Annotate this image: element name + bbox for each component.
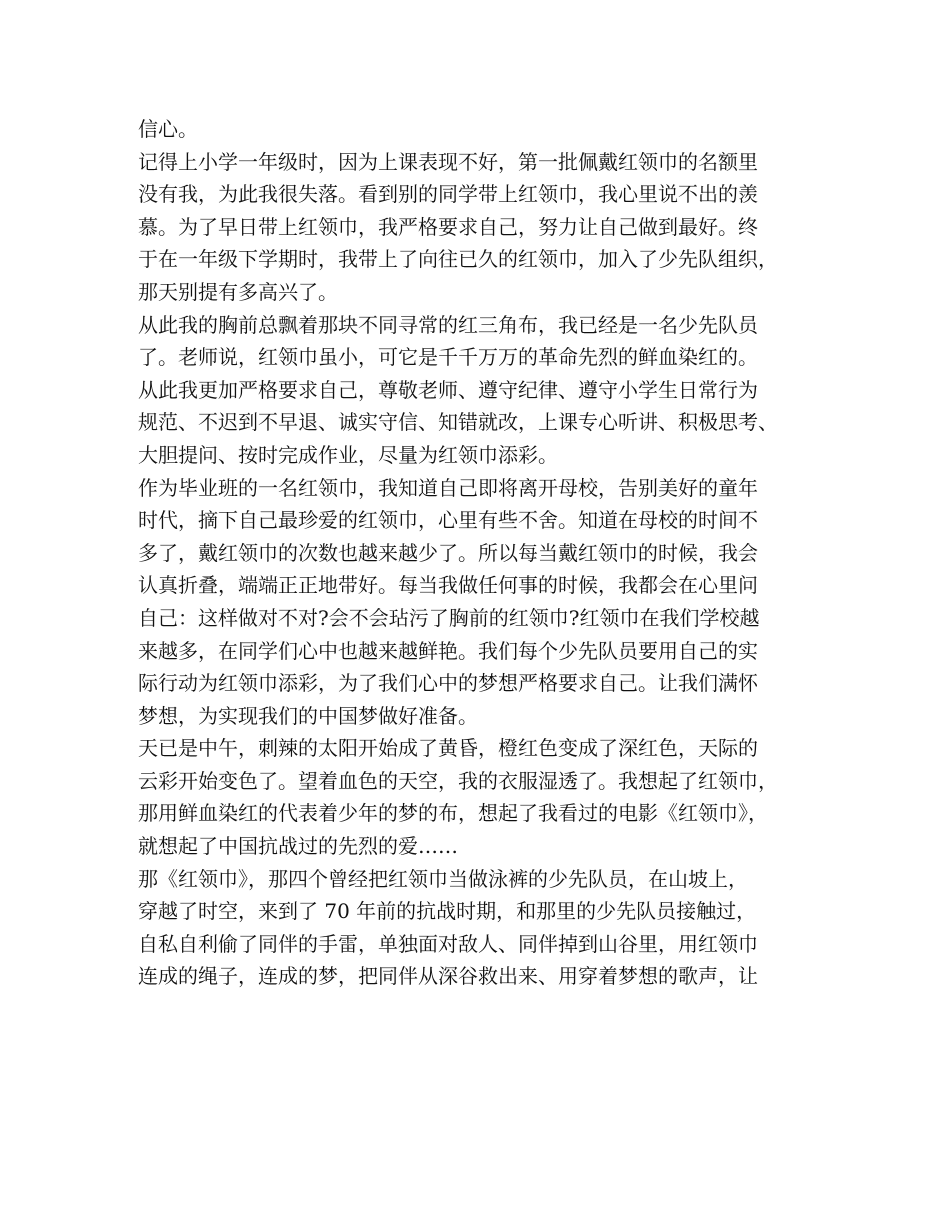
text-line: 认真折叠，端端正正地带好。每当我做任何事的时候，我都会在心里问 bbox=[138, 573, 758, 598]
text-line: 多了，戴红领巾的次数也越来越少了。所以每当戴红领巾的时候，我会 bbox=[138, 540, 758, 565]
text-line: 从此我更加严格要求自己，尊敬老师、遵守纪律、遵守小学生日常行为 bbox=[138, 377, 758, 402]
text-line: 大胆提问、按时完成作业，尽量为红领巾添彩。 bbox=[138, 442, 558, 467]
text-line: 连成的绳子，连成的梦，把同伴从深谷救出来、用穿着梦想的歌声，让 bbox=[138, 964, 758, 989]
text-line: 作为毕业班的一名红领巾，我知道自己即将离开母校，告别美好的童年 bbox=[138, 475, 758, 500]
text-line: 天已是中午，刺辣的太阳开始成了黄昏，橙红色变成了深红色，天际的 bbox=[138, 736, 758, 761]
text-line: 于在一年级下学期时，我带上了向往已久的红领巾，加入了少先队组织， bbox=[138, 247, 778, 272]
text-line: 时代，摘下自己最珍爱的红领巾，心里有些不舍。知道在母校的时间不 bbox=[138, 508, 758, 533]
text-line: 从此我的胸前总飘着那块不同寻常的红三角布，我已经是一名少先队员 bbox=[138, 312, 758, 337]
text-line: 规范、不迟到不早退、诚实守信、知错就改，上课专心听讲、积极思考、 bbox=[138, 410, 778, 435]
text-line: 自己：这样做对不对?会不会玷污了胸前的红领巾?红领巾在我们学校越 bbox=[138, 605, 760, 630]
text-line: 云彩开始变色了。望着血色的天空，我的衣服湿透了。我想起了红领巾， bbox=[138, 768, 778, 793]
body-text bbox=[138, 113, 828, 993]
text-line: 际行动为红领巾添彩，为了我们心中的梦想严格要求自己。让我们满怀 bbox=[138, 671, 758, 696]
text-line: 了。老师说，红领巾虽小，可它是千千万万的革命先烈的鲜血染红的。 bbox=[138, 345, 758, 370]
text-line: 信心。 bbox=[138, 117, 198, 141]
text-line: 慕。为了早日带上红领巾，我严格要求自己，努力让自己做到最好。终 bbox=[138, 214, 758, 239]
text-line: 那天别提有多高兴了。 bbox=[138, 279, 338, 304]
text-line: 没有我，为此我很失落。看到别的同学带上红领巾，我心里说不出的羡 bbox=[138, 182, 758, 207]
text-line: 来越多，在同学们心中也越来越鲜艳。我们每个少先队员要用自己的实 bbox=[138, 638, 758, 663]
text-line: 自私自利偷了同伴的手雷，单独面对敌人、同伴掉到山谷里，用红领巾 bbox=[138, 931, 758, 956]
text-line: 那用鲜血染红的代表着少年的梦的布，想起了我看过的电影《红领巾》， bbox=[138, 801, 768, 826]
text-line: 就想起了中国抗战过的先烈的爱…… bbox=[138, 834, 458, 859]
text-line: 梦想，为实现我们的中国梦做好准备。 bbox=[138, 703, 478, 728]
text-line: 记得上小学一年级时，因为上课表现不好，第一批佩戴红领巾的名额里 bbox=[138, 149, 758, 174]
text-line: 那《红领巾》，那四个曾经把红领巾当做泳裤的少先队员，在山坡上， bbox=[138, 866, 748, 891]
text-line: 穿越了时空，来到了 70 年前的抗战时期，和那里的少先队员接触过， bbox=[138, 899, 757, 924]
